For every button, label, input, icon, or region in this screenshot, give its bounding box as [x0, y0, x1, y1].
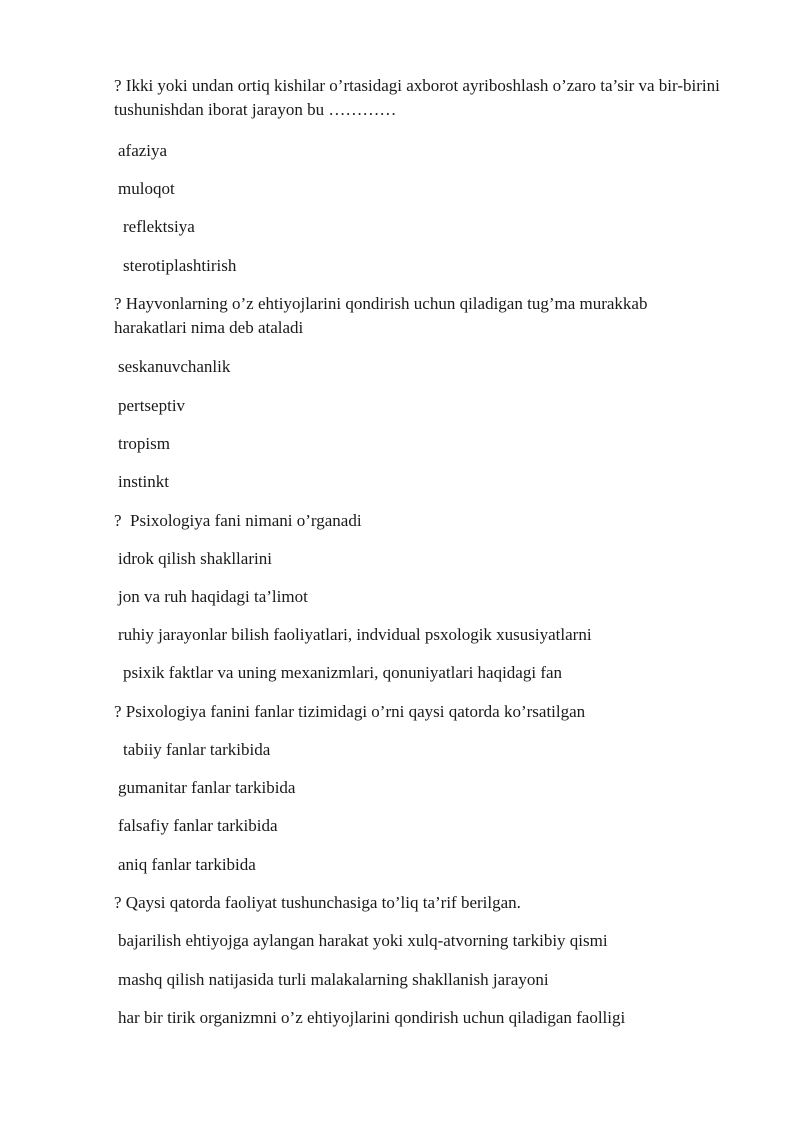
question-3-option-1: idrok qilish shakllarini: [118, 549, 272, 568]
question-4-option-4: aniq fanlar tarkibida: [118, 855, 256, 874]
question-4-option-1: tabiiy fanlar tarkibida: [123, 740, 271, 759]
question-4-option-3: falsafiy fanlar tarkibida: [118, 816, 278, 835]
question-1-option-3: reflektsiya: [123, 217, 195, 236]
question-4-text: ? Psixologiya fanini fanlar tizimidagi o’rni qaysi qatorda ko’rsatilgan: [114, 702, 586, 721]
question-5-option-1: bajarilish ehtiyojga aylangan harakat yoki xulq-atvorning tarkibiy qismi: [118, 931, 608, 950]
question-2-option-4: instinkt: [118, 472, 170, 491]
question-2-text: ? Hayvonlarning o’z ehtiyojlarini qondirish uchun qiladigan tug’ma murakkab harakatlari nima deb ataladi: [114, 294, 648, 337]
question-3-option-3: ruhiy jarayonlar bilish faoliyatlari, indvidual psxologik xususiyatlarni: [118, 625, 592, 644]
question-4-option-2: gumanitar fanlar tarkibida: [118, 778, 296, 797]
question-2-option-3: tropism: [118, 434, 170, 453]
question-1-text: ? Ikki yoki undan ortiq kishilar o’rtasidagi axborot ayriboshlash o’zaro ta’sir va bir-birini tushunishdan iborat jarayon bu …………: [114, 76, 720, 119]
question-3-option-4: psixik faktlar va uning mexanizmlari, qonuniyatlari haqidagi fan: [123, 663, 563, 682]
question-5-option-2: mashq qilish natijasida turli malakalarning shakllanish jarayoni: [118, 970, 549, 989]
question-1-option-2: muloqot: [118, 179, 175, 198]
question-2-option-1: seskanuvchanlik: [118, 357, 231, 376]
question-5-text: ? Qaysi qatorda faoliyat tushunchasiga to’liq ta’rif berilgan.: [114, 893, 521, 912]
question-2-option-2: pertseptiv: [118, 396, 186, 415]
question-1-option-4: sterotiplashtirish: [123, 256, 237, 275]
question-3-option-2: jon va ruh haqidagi ta’limot: [118, 587, 308, 606]
question-3-text: ? Psixologiya fani nimani o’rganadi: [114, 511, 362, 530]
question-1-option-1: afaziya: [118, 141, 168, 160]
question-5-option-3: har bir tirik organizmni o’z ehtiyojlarini qondirish uchun qiladigan faolligi: [118, 1008, 626, 1027]
